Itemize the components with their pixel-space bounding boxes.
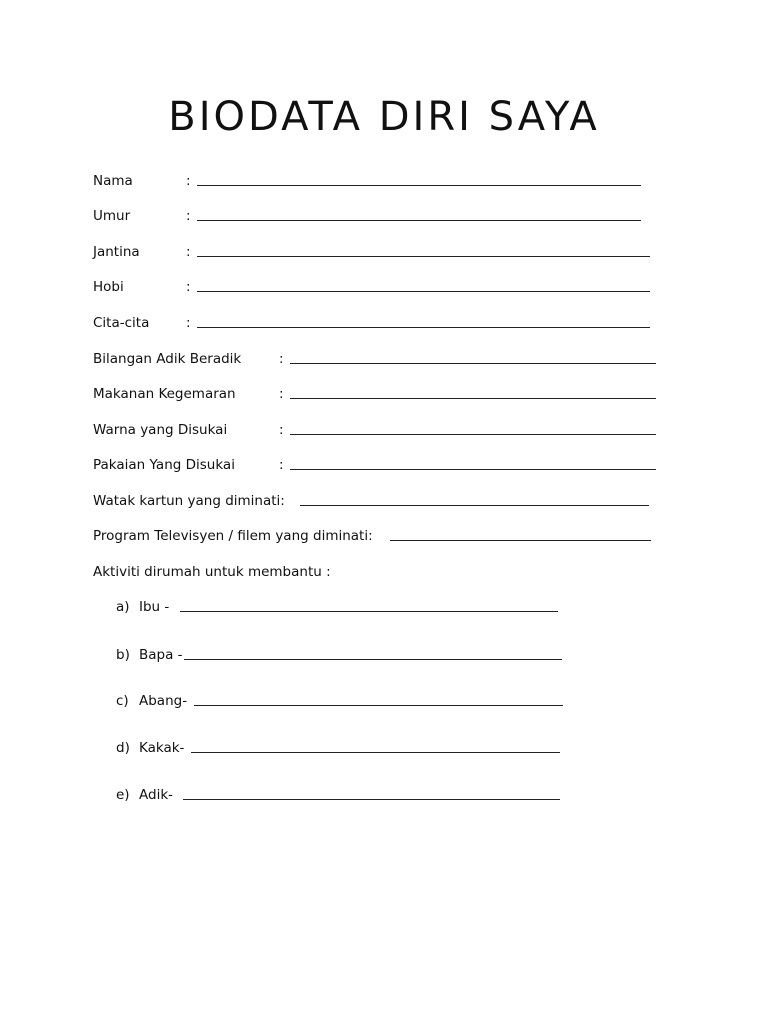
- field-colon: :: [279, 457, 284, 473]
- page-title: BIODATA DIRI SAYA: [168, 94, 600, 140]
- answer-line-cita-cita[interactable]: [197, 327, 650, 328]
- list-item-label: Adik-: [139, 787, 174, 803]
- answer-line-watak-kartun[interactable]: [300, 505, 649, 506]
- field-jantina: [93, 242, 653, 262]
- field-colon: :: [186, 244, 191, 260]
- field-colon: :: [186, 173, 191, 189]
- list-marker: b): [116, 647, 130, 663]
- field-label: Hobi: [93, 279, 124, 295]
- list-item-abang: [116, 691, 566, 711]
- field-label: Pakaian Yang Disukai: [93, 457, 235, 473]
- answer-line-pakaian-yang-disukai[interactable]: [290, 469, 656, 470]
- field-makanan-kegemaran: [93, 384, 663, 404]
- list-item-label: Kakak-: [139, 740, 185, 756]
- answer-line-abang[interactable]: [194, 705, 563, 706]
- list-item-label: Abang-: [139, 693, 188, 709]
- field-watak-kartun: [93, 491, 653, 511]
- answer-line-warna-yang-disukai[interactable]: [290, 434, 656, 435]
- field-warna-yang-disukai: [93, 420, 663, 440]
- list-item-label: Bapa -: [139, 647, 183, 663]
- field-colon: :: [279, 422, 284, 438]
- answer-line-makanan-kegemaran[interactable]: [290, 398, 656, 399]
- answer-line-bapa[interactable]: [184, 659, 562, 660]
- field-label: Makanan Kegemaran: [93, 386, 236, 402]
- list-item-label: Ibu -: [139, 599, 170, 615]
- field-pakaian-yang-disukai: [93, 455, 663, 475]
- list-item-kakak: [116, 738, 566, 758]
- answer-line-hobi[interactable]: [197, 291, 650, 292]
- field-colon: :: [186, 279, 191, 295]
- field-nama: [93, 171, 653, 191]
- answer-line-ibu[interactable]: [180, 611, 558, 612]
- answer-line-adik[interactable]: [183, 799, 560, 800]
- field-colon: :: [279, 386, 284, 402]
- field-hobi: [93, 277, 653, 297]
- field-umur: [93, 206, 653, 226]
- answer-line-program-televisyen[interactable]: [390, 540, 651, 541]
- field-bilangan-adik-beradik: [93, 349, 663, 369]
- field-label: Program Televisyen / filem yang diminati:: [93, 528, 373, 544]
- answer-line-kakak[interactable]: [191, 752, 560, 753]
- field-cita-cita: [93, 313, 653, 333]
- list-marker: e): [116, 787, 130, 803]
- answer-line-bilangan-adik-beradik[interactable]: [290, 363, 656, 364]
- field-label: Nama: [93, 173, 133, 189]
- field-label: Bilangan Adik Beradik: [93, 351, 242, 367]
- list-item-ibu: [116, 597, 566, 617]
- field-label: Jantina: [93, 244, 140, 260]
- field-label: Watak kartun yang diminati:: [93, 493, 285, 509]
- field-label: Umur: [93, 208, 131, 224]
- list-item-adik: [116, 785, 566, 805]
- list-item-bapa: [116, 645, 566, 665]
- field-colon: :: [186, 315, 191, 331]
- field-label: Cita-cita: [93, 315, 150, 331]
- field-program-televisyen: [93, 526, 658, 546]
- list-marker: a): [116, 599, 130, 615]
- answer-line-jantina[interactable]: [197, 256, 650, 257]
- answer-line-nama[interactable]: [197, 185, 641, 186]
- field-colon: :: [279, 351, 284, 367]
- list-marker: c): [116, 693, 129, 709]
- field-label: Warna yang Disukai: [93, 422, 228, 438]
- list-marker: d): [116, 740, 130, 756]
- answer-line-umur[interactable]: [197, 220, 641, 221]
- field-colon: :: [186, 208, 191, 224]
- activities-heading: Aktiviti dirumah untuk membantu :: [93, 564, 331, 580]
